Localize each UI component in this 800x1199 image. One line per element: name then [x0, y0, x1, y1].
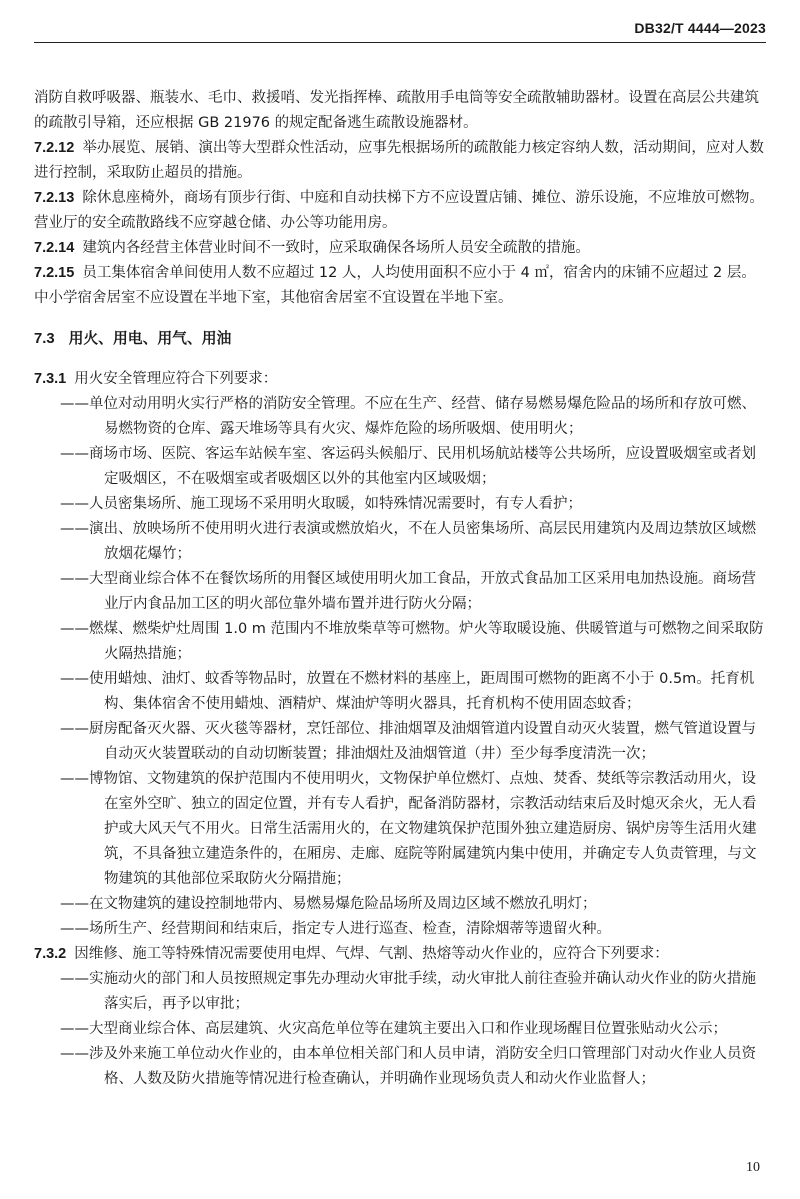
list-item: ——商场市场、医院、客运车站候车室、客运码头候船厅、民用机场航站楼等公共场所，应设置吸烟室或者划定吸烟区，不在吸烟室或者吸烟区以外的其他室内区域吸烟；	[60, 446, 756, 487]
clause-text: 员工集体宿舍单间使用人数不应超过 12 人，人均使用面积不应小于 4 ㎡，宿舍内的床铺不应超过 2 层。中小学宿舍居室不应设置在半地下室，其他宿舍居室不宜设置在半地下室。	[34, 265, 756, 306]
list-item: ——单位对动用明火实行严格的消防安全管理。不应在生产、经营、储存易燃易爆危险品的场所和存放可燃、易燃物资的仓库、露天堆场等具有火灾、爆炸危险的场所吸烟、使用明火；	[60, 396, 756, 437]
clause-number: 7.3.2	[34, 946, 67, 962]
page-number: 10	[746, 1160, 760, 1175]
section-heading-7-3	[34, 326, 766, 352]
list-item: ——博物馆、文物建筑的保护范围内不使用明火，文物保护单位燃灯、点烛、焚香、焚纸等宗教活动用火，设在室外空旷、独立的固定位置，并有专人看护，配备消防器材，宗教活动结束后及时熄灭余火，无人看护或大风天气不用火。日常生活需用火的，在文物建筑保护范围外独立建造厨房、锅炉房等生活用火建筑，不具备独立建造条件的，在厢房、走廊、庭院等附属建筑内集中使用，并确定专人负责管理，与文物建筑的其他部位采取防火分隔措施；	[60, 771, 757, 887]
list-item: ——大型商业综合体不在餐饮场所的用餐区域使用明火加工食品，开放式食品加工区采用电加热设施。商场营业厅内食品加工区的明火部位靠外墙布置并进行防火分隔；	[60, 571, 756, 612]
list-item: ——涉及外来施工单位动火作业的，由本单位相关部门和人员申请，消防安全归口管理部门对动火作业人员资格、人数及防火措施等情况进行检查确认，并明确作业现场负责人和动火作业监督人；	[60, 1046, 756, 1087]
clause-7-3-2	[34, 942, 766, 967]
list-item: ——演出、放映场所不使用明火进行表演或燃放焰火，不在人员密集场所、高层民用建筑内及周边禁放区域燃放烟花爆竹；	[60, 521, 756, 562]
clause-7-2-14	[34, 236, 766, 261]
section-title: 用火、用电、用气、用油	[68, 330, 232, 347]
list-item: ——实施动火的部门和人员按照规定事先办理动火审批手续，动火审批人前往查验并确认动火作业的防火措施落实后，再予以审批；	[60, 971, 756, 1012]
list-item: ——人员密集场所、施工现场不采用明火取暖，如特殊情况需要时，有专人看护；	[60, 496, 582, 512]
document-body	[34, 86, 766, 1092]
standard-code: DB32/T 4444—2023	[634, 20, 766, 36]
clause-text: 建筑内各经营主体营业时间不一致时，应采取确保各场所人员安全疏散的措施。	[82, 240, 590, 256]
clause-7-2-15	[34, 261, 766, 311]
clause-7-2-13	[34, 186, 766, 236]
clause-number: 7.2.12	[34, 140, 75, 156]
list-item: ——大型商业综合体、高层建筑、火灾高危单位等在建筑主要出入口和作业现场醒目位置张贴动火公示；	[60, 1021, 727, 1037]
clause-text: 用火安全管理应符合下列要求：	[74, 371, 278, 387]
clause-text: 举办展览、展销、演出等大型群众性活动，应事先根据场所的疏散能力核定容纳人数，活动期间，应对人数进行控制，采取防止超员的措施。	[34, 140, 764, 181]
lead-paragraph: 消防自救呼吸器、瓶装水、毛巾、救援哨、发光指挥棒、疏散用手电筒等安全疏散辅助器材。设置在高层公共建筑的疏散引导箱，还应根据 GB 21976 的规定配备逃生疏散设施器材。	[34, 90, 759, 131]
clause-text: 因维修、施工等特殊情况需要使用电焊、气焊、气割、热熔等动火作业的，应符合下列要求：	[74, 946, 669, 962]
clause-number: 7.2.14	[34, 240, 75, 256]
list-item: ——场所生产、经营期间和结束后，指定专人进行巡查、检查，清除烟蒂等遗留火种。	[60, 921, 611, 937]
header-rule	[34, 42, 766, 43]
section-number: 7.3	[34, 331, 55, 347]
list-item: ——厨房配备灭火器、灭火毯等器材，烹饪部位、排油烟罩及油烟管道内设置自动灭火装置，燃气管道设置与自动灭火装置联动的自动切断装置；排油烟灶及油烟管道（井）至少每季度清洗一次；	[60, 721, 756, 762]
list-item: ——在文物建筑的建设控制地带内、易燃易爆危险品场所及周边区域不燃放孔明灯；	[60, 896, 597, 912]
clause-number: 7.2.15	[34, 265, 75, 281]
list-item: ——使用蜡烛、油灯、蚊香等物品时，放置在不燃材料的基座上，距周围可燃物的距离不小于 0.5m。托育机构、集体宿舍不使用蜡烛、酒精炉、煤油炉等明火器具，托育机构不使用固态蚊香；	[60, 671, 755, 712]
list-item: ——燃煤、燃柴炉灶周围 1.0 m 范围内不堆放柴草等可燃物。炉火等取暖设施、供暖管道与可燃物之间采取防火隔热措施；	[60, 621, 764, 662]
clause-text: 除休息座椅外，商场有顶步行街、中庭和自动扶梯下方不应设置店铺、摊位、游乐设施，不应堆放可燃物。营业厅的安全疏散路线不应穿越仓储、办公等功能用房。	[34, 190, 764, 231]
clause-number: 7.3.1	[34, 371, 67, 387]
clause-number: 7.2.13	[34, 190, 75, 206]
clause-7-2-12	[34, 136, 766, 186]
clause-7-3-1	[34, 367, 766, 392]
